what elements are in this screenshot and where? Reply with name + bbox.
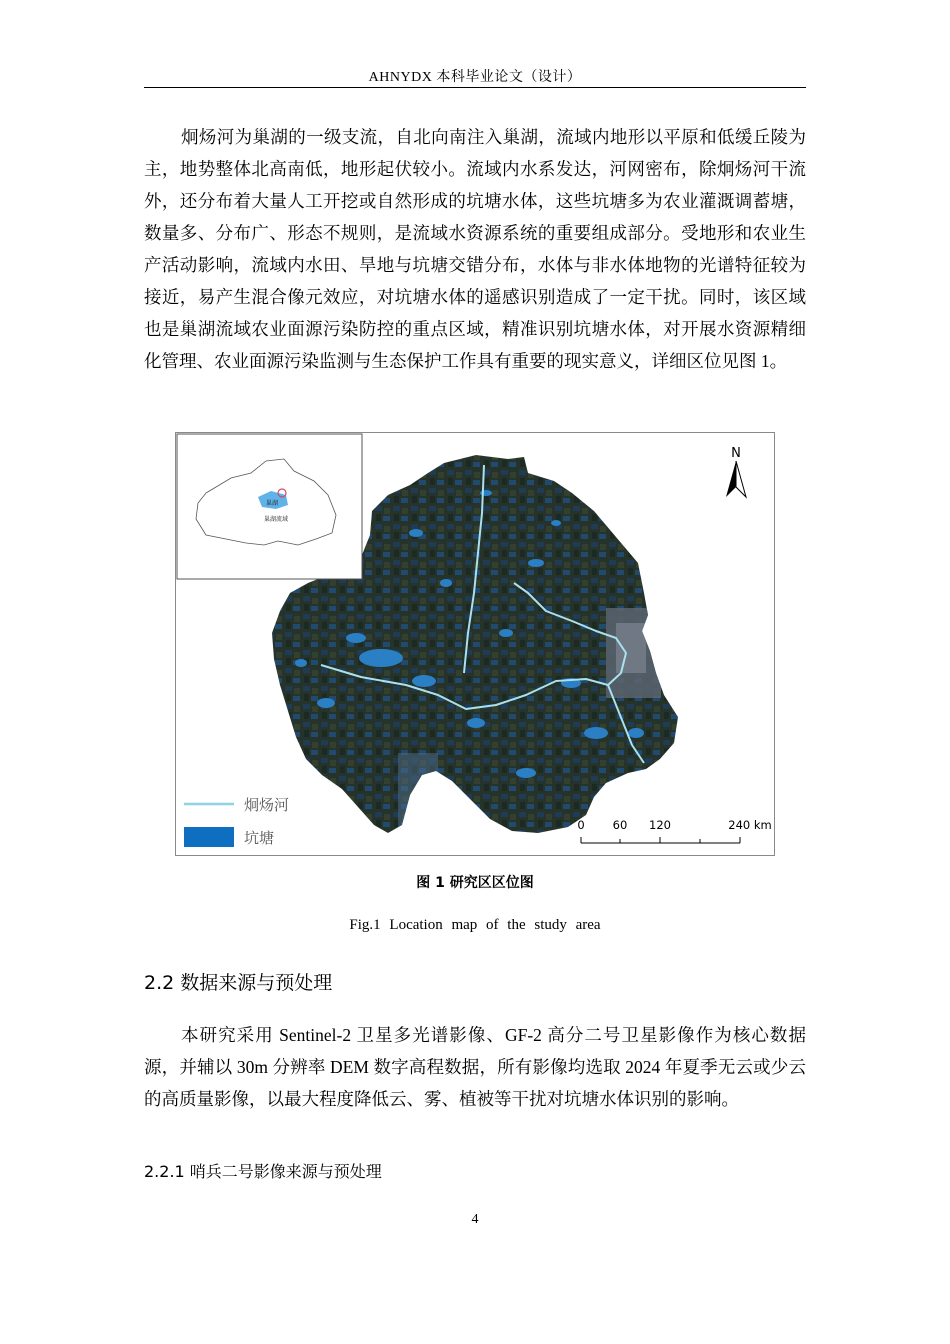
north-arrow-half-icon (736, 461, 746, 497)
north-label: N (731, 446, 741, 461)
figure-caption-en: Fig.1 Location map of the study area (349, 917, 601, 933)
scale-tick-label: 0 (577, 818, 585, 832)
inset-basin-label: 巢湖流域 (264, 516, 289, 523)
paragraph-data-sources: 本研究采用 Sentinel-2 卫星多光谱影像、GF-2 高分二号卫星影像作为核心数据源，并辅以 30m 分辨率 DEM 数字高程数据，所有影像均选取 2024 年夏季无云或少云的高质量影像，以最大程度降低云、雾、植被等干扰对坑塘水体识别的影响。 (144, 1025, 806, 1109)
north-arrow-icon (726, 461, 736, 497)
page-header: AHNYDX 本科毕业论文（设计） (368, 70, 582, 85)
north-arrow (726, 446, 746, 497)
scale-bar (577, 818, 771, 843)
scale-tick-label: 120 (649, 818, 671, 832)
map-legend (184, 796, 289, 847)
legend-pond-label: 坑塘 (244, 829, 275, 847)
page-number: 4 (471, 1212, 479, 1227)
scale-tick-label: 240 km (728, 818, 772, 832)
scale-tick-label: 60 (612, 818, 628, 832)
section-heading: 2.2 数据来源与预处理 (144, 972, 333, 994)
legend-pond-symbol (184, 827, 234, 847)
header-rule (144, 87, 806, 88)
legend-river-label: 炯炀河 (244, 796, 290, 814)
paragraph-study-area: 炯炀河为巢湖的一级支流，自北向南注入巢湖，流域内地形以平原和低缓丘陵为主，地势整体北高南低，地形起伏较小。流域内水系发达，河网密布，除炯炀河干流外，还分布着大量人工开挖或自然形成的坑塘水体，这些坑塘多为农业灌溉调蓄塘，数量多、分布广、形态不规则，是流域水资源系统的重要组成部分。受地形和农业生产活动影响，流域内水田、旱地与坑塘交错分布，水体与非水体地物的光谱特征较为接近，易产生混合像元效应，对坑塘水体的遥感识别造成了一定干扰。同时，该区域也是巢湖流域农业面源污染防控的重点区域，精准识别坑塘水体，对开展水资源精细化管理、农业面源污染监测与生态保护工作具有重要的现实意义，详细区位见图 1。 (144, 127, 806, 371)
map-svg (176, 433, 775, 856)
inset-map (177, 434, 362, 579)
subsection-heading: 2.2.1 哨兵二号影像来源与预处理 (144, 1162, 382, 1181)
figure-caption-cn: 图 1 研究区区位图 (416, 875, 534, 891)
inset-lake-label: 巢湖 (266, 500, 279, 507)
figure-location-map (175, 432, 775, 856)
